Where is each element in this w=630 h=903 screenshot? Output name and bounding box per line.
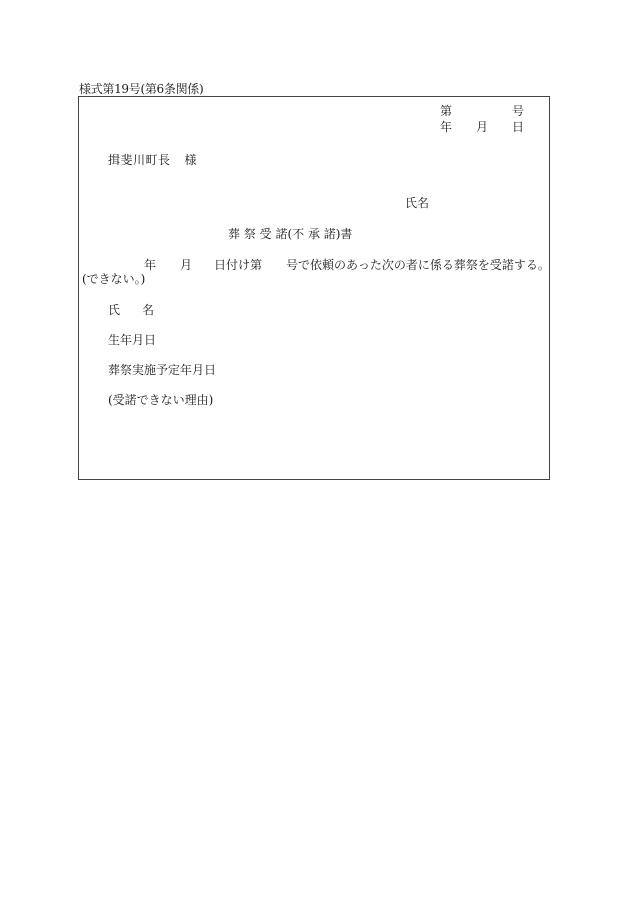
field-name-label <box>108 301 154 318</box>
signer-name-label: 氏名 <box>405 196 430 210</box>
field-funeral-date-label: 葬祭実施予定年月日 <box>108 363 217 377</box>
document-title: 葬 祭 受 諾(不 承 諾)書 <box>228 227 353 241</box>
body-year-label: 年 <box>144 258 157 272</box>
document-number-prefix: 第 <box>440 104 453 118</box>
addressee-name: 揖斐川町長 <box>108 153 171 167</box>
body-sentence-alt: (できない。) <box>82 272 146 286</box>
field-name-char1: 氏 <box>108 303 121 317</box>
date-year-label: 年 <box>440 120 453 134</box>
date-day-label: 日 <box>512 120 525 134</box>
form-number-label: 様式第19号(第6条関係) <box>79 82 204 96</box>
document-number-suffix: 号 <box>512 104 525 118</box>
addressee <box>108 151 197 168</box>
field-reason-label: (受諾できない理由) <box>108 393 214 407</box>
body-sentence-rest: 号で依頼のあった次の者に係る葬祭を受諾する。 <box>286 258 550 272</box>
field-birth-date-label: 生年月日 <box>108 333 157 347</box>
date-month-label: 月 <box>476 120 489 134</box>
body-day-number-label: 日付け第 <box>214 258 263 272</box>
addressee-honorific: 様 <box>184 153 198 167</box>
field-name-char2: 名 <box>142 303 155 317</box>
body-month-label: 月 <box>180 258 193 272</box>
